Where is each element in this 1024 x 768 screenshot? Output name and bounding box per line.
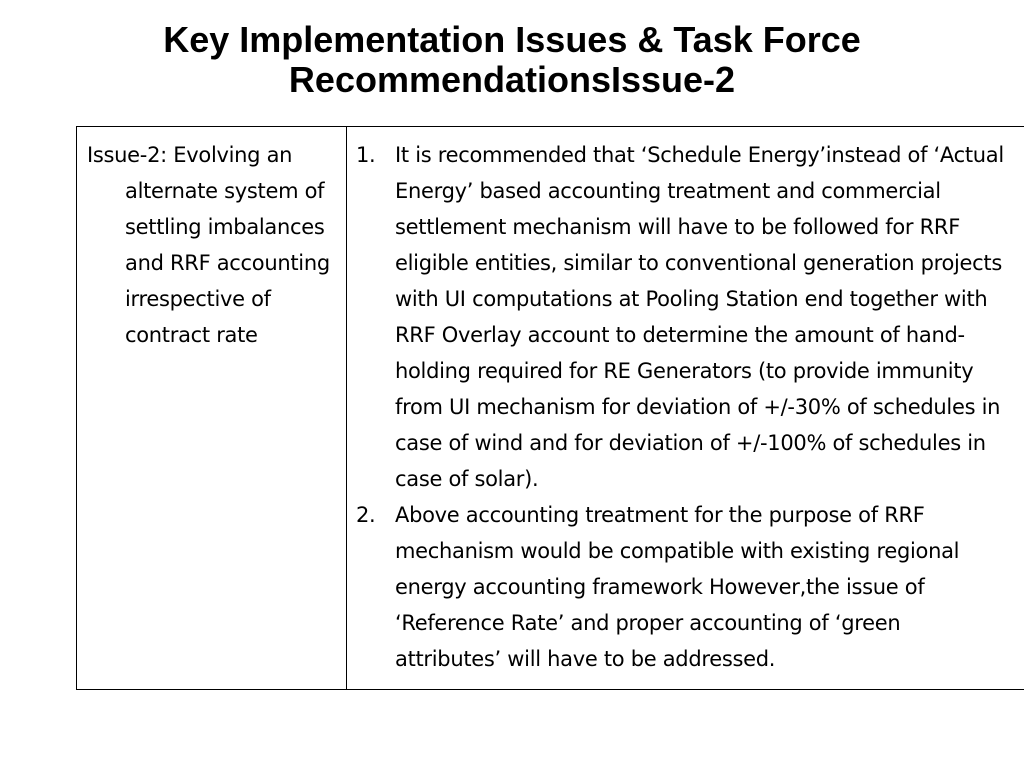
- recommendation-item-1: [356, 137, 1010, 497]
- recommendation-number: 1.: [356, 143, 376, 167]
- recommendation-text: It is recommended that ‘Schedule Energy’instead of ‘Actual Energy’ based accounting treatment and commercial settlement mechanism will have to be followed for RRF eligible entities, similar to conventional generation projects with UI computations at Pooling Station end together with RRF Overlay account to determine the amount of hand-holding required for RE Generators (to provide immunity from UI mechanism for deviation of +/-30% of schedules in case of wind and for deviation of +/-100% of schedules in case of solar).: [395, 143, 1004, 491]
- recommendations-cell: [347, 127, 1024, 690]
- recommendation-item-2: [356, 497, 1010, 677]
- issue-cell: [77, 127, 347, 690]
- slide-title-line-1: Key Implementation Issues & Task Force: [163, 19, 861, 60]
- issue-recommendation-table: [76, 126, 1024, 690]
- recommendations-list: [356, 137, 1010, 677]
- issue-text: [87, 137, 338, 353]
- recommendation-text: Above accounting treatment for the purpose of RRF mechanism would be compatible with existing regional energy accounting framework However,the issue of ‘Reference Rate’ and proper accounting of ‘green attributes’ will have to be addressed.: [395, 503, 960, 671]
- slide-title: [0, 20, 1024, 100]
- slide-title-line-2: RecommendationsIssue-2: [288, 59, 736, 100]
- table-row: [77, 127, 1024, 690]
- recommendation-number: 2.: [356, 503, 376, 527]
- issue-label: Issue-2: [87, 143, 161, 167]
- issue-description: : Evolving an alternate system of settling imbalances and RRF accounting irrespective of contract rate: [125, 143, 330, 347]
